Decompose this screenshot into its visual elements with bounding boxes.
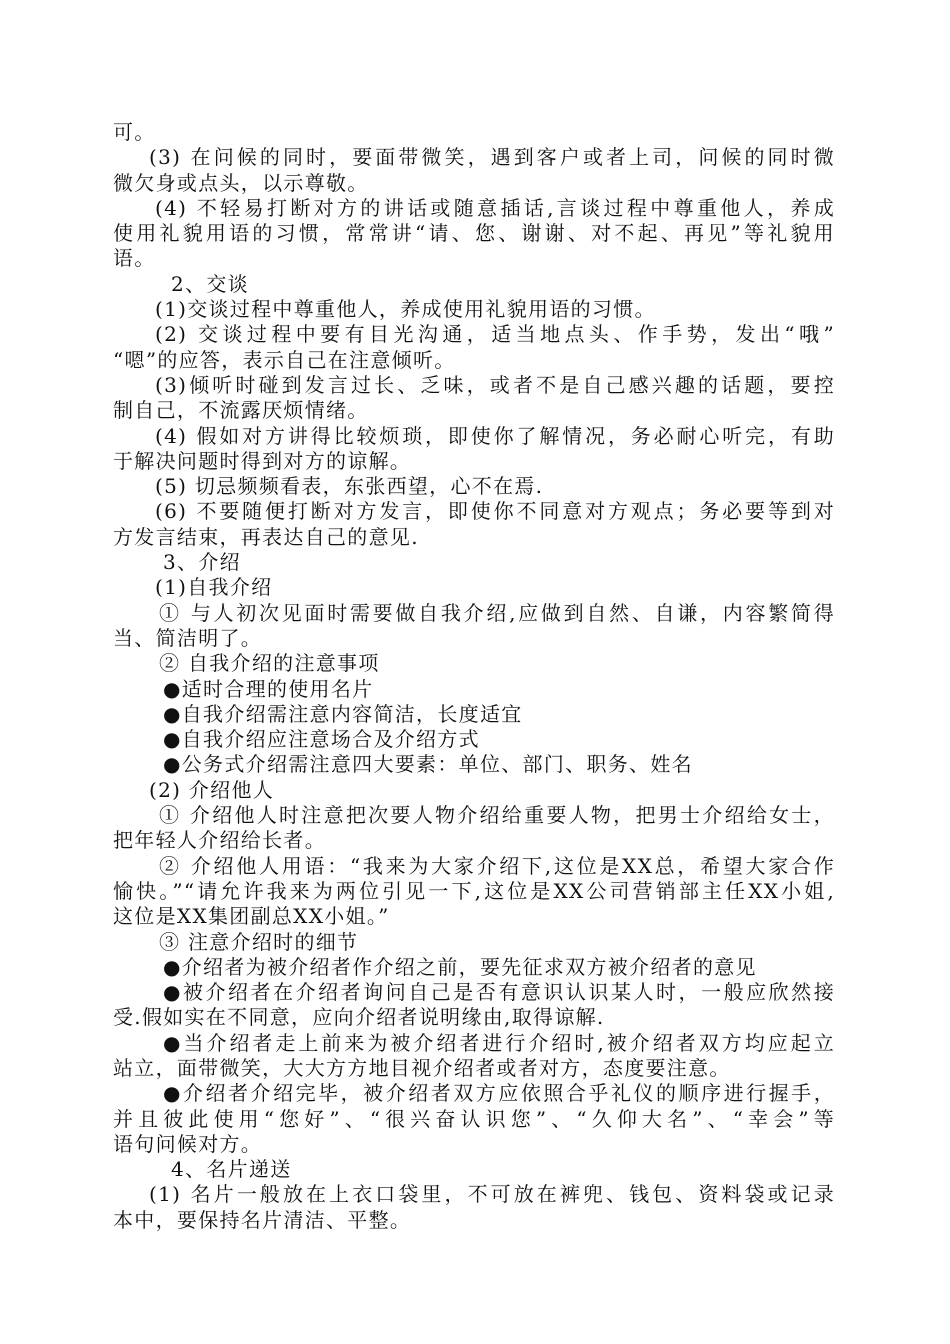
text-line: 于解决问题时得到对方的谅解。 <box>113 448 412 473</box>
text-line: (3) 在问候的同时，要面带微笑，遇到客户或者上司，问候的同时微 <box>149 145 835 170</box>
text-line: “嗯”的应答，表示自己在注意倾听。 <box>113 347 456 372</box>
text-line: (4) 不轻易打断对方的讲话或随意插话,言谈过程中尊重他人，养成 <box>155 195 835 220</box>
text-line: 语。 <box>113 246 156 271</box>
text-line: ●被介绍者在介绍者询问自己是否有意识认识某人时，一般应欣然接 <box>163 980 835 1005</box>
text-line: 站立，面带微笑，大大方方地目视介绍者或者对方，态度要注意。 <box>113 1055 731 1080</box>
text-line: 使用礼貌用语的习惯，常常讲“请、您、谢谢、对不起、再见”等礼貌用 <box>113 221 835 246</box>
text-line: (4) 假如对方讲得比较烦琐，即使你了解情况，务必耐心听完，有助 <box>155 423 835 448</box>
text-line: ●介绍者为被介绍者作介绍之前，要先征求双方被介绍者的意见 <box>163 954 757 979</box>
text-line: 3、介绍 <box>163 550 241 575</box>
text-line: ② 自我介绍的注意事项 <box>159 651 380 676</box>
text-line: ●介绍者介绍完毕，被介绍者双方应依照合乎礼仪的顺序进行握手， <box>163 1081 835 1106</box>
text-line: ●自我介绍需注意内容简洁，长度适宜 <box>163 701 523 726</box>
text-line: (1)交谈过程中尊重他人，养成使用礼貌用语的习惯。 <box>155 297 656 322</box>
text-line: (5) 切忌频频看表，东张西望，心不在焉. <box>155 474 544 499</box>
text-line: 当、简洁明了。 <box>113 625 263 650</box>
text-line: (1)自我介绍 <box>155 575 273 600</box>
text-line: 可。 <box>113 120 156 144</box>
text-line: ●当介绍者走上前来为被介绍者进行介绍时,被介绍者双方均应起立 <box>163 1030 835 1055</box>
text-line: 语句问候对方。 <box>113 1131 263 1156</box>
text-line: ●公务式介绍需注意四大要素：单位、部门、职务、姓名 <box>163 752 693 777</box>
text-line: 本中，要保持名片清洁、平整。 <box>113 1207 412 1232</box>
text-line: 微欠身或点头，以示尊敬。 <box>113 170 369 195</box>
text-line: ① 与人初次见面时需要做自我介绍,应做到自然、自谦，内容繁简得 <box>159 600 835 625</box>
text-line: (2) 介绍他人 <box>149 777 275 802</box>
text-line: ③ 注意介绍时的细节 <box>159 929 359 954</box>
text-line: 愉快。”“请允许我来为两位引见一下,这位是XX公司营销部主任XX小姐, <box>113 878 835 903</box>
document-body <box>113 120 835 1233</box>
text-line: 4、名片递送 <box>171 1157 292 1182</box>
text-line: ●自我介绍应注意场合及介绍方式 <box>163 727 480 752</box>
text-line: ② 介绍他人用语：“我来为大家介绍下,这位是XX总，希望大家合作 <box>159 853 835 878</box>
text-line: ●适时合理的使用名片 <box>163 676 374 701</box>
text-line: (3)倾听时碰到发言过长、乏味，或者不是自己感兴趣的话题，要控 <box>155 372 835 397</box>
text-line: 把年轻人介绍给长者。 <box>113 828 326 853</box>
text-line: 方发言结束，再表达自己的意见. <box>113 524 419 549</box>
text-line: 并且彼此使用“您好”、“很兴奋认识您”、“久仰大名”、“幸会”等 <box>113 1106 835 1131</box>
text-line: (6) 不要随便打断对方发言，即使你不同意对方观点；务必要等到对 <box>155 499 835 524</box>
text-line: 受.假如实在不同意，应向介绍者说明缘由,取得谅解. <box>113 1005 605 1030</box>
text-line: ① 介绍他人时注意把次要人物介绍给重要人物，把男士介绍给女士， <box>159 803 835 828</box>
text-line: 2、交谈 <box>171 271 249 296</box>
text-line: (1) 名片一般放在上衣口袋里，不可放在裤兜、钱包、资料袋或记录 <box>149 1182 835 1207</box>
text-line: (2) 交谈过程中要有目光沟通，适当地点头、作手势，发出“哦” <box>155 322 835 347</box>
text-line: 这位是XX集团副总XX小姐。” <box>113 904 390 929</box>
text-line: 制自己，不流露厌烦情绪。 <box>113 398 369 423</box>
